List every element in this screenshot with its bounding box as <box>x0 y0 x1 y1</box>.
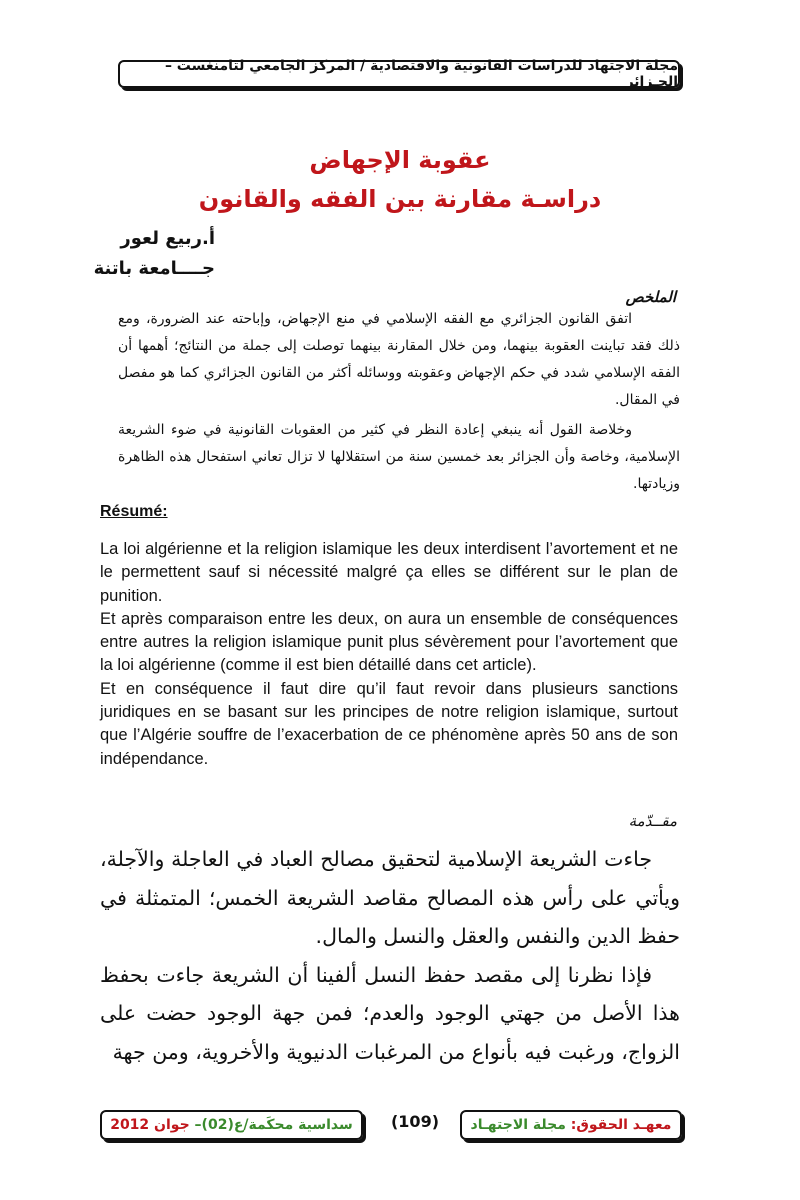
introduction-label: مقــدّمة <box>628 812 677 830</box>
arabic-abstract-p2 <box>118 417 680 498</box>
arabic-abstract-text-1: اتفق القانون الجزائري مع الفقه الإسلامي في منع الإجهاض، وإباحته عند الضرورة، ومع ذلك فقد تباينت العقوبة بينهما، ومن خلال المقارنة بينهما توصلت إلى جملة من النتائج؛ أهمها أن الفقه الإسلامي شدد في حكم الإجهاض وعقوبته ووسائله أكثر من القانون الجزائري كما هو مفصل في المقال. <box>118 311 680 408</box>
journal-header <box>118 60 680 88</box>
footer-journal-red: معهـد الحقوق: <box>570 1117 672 1133</box>
resume-paragraph-1: La loi algérienne et la religion islamique les deux interdisent l’avortement et ne le permettent sauf si nécessité malgré ça elles se différent sur le plan de punition. <box>100 540 678 605</box>
resume-paragraph-3: Et en conséquence il faut dire qu’il faut revoir dans plusieurs sanctions juridiques en se basant sur les principes de notre religion islamique, surtout que l’Algérie souffre de l’exacerbation de ce phénomène après 50 ans de son indépendance. <box>100 679 678 768</box>
page-number: (109) <box>390 1112 440 1131</box>
arabic-abstract-text-2: وخلاصة القول أنه ينبغي إعادة النظر في كثير من العقوبات القانونية في ضوء الشريعة الإسلامية، وخاصة وأن الجزائر بعد خمسين سنة من استقلالها لا تزال تعاني استفحال هذه الظاهرة وزيادتها. <box>118 422 680 492</box>
resume-paragraph-2: Et après comparaison entre les deux, on aura un ensemble de conséquences entre autres la religion islamique punit plus sévèrement pour l’avortement que la loi algérienne (comme il est bien détaillé dans cet article). <box>100 609 678 675</box>
footer-journal-box <box>460 1110 682 1140</box>
footer-issue-box <box>100 1110 363 1140</box>
author-name: أ.ربيع لعور <box>120 228 215 249</box>
resume-label: Résumé: <box>100 503 168 520</box>
footer-journal-green: مجلة الاجتهـاد <box>470 1117 566 1133</box>
journal-header-text: مجلة الاجتهاد للدراسات القانونية والاقتصادية / المركز الجامعي لتامنغست – الجـزائر <box>164 58 678 90</box>
abstract-label: الملخص <box>625 288 676 306</box>
author-university: جــــامعة باتنة <box>93 258 215 279</box>
article-title: عقوبة الإجهاض <box>309 146 491 174</box>
introduction-body <box>100 840 680 1071</box>
introduction-paragraph-2: فإذا نظرنا إلى مقصد حفظ النسل ألفينا أن الشريعة جاءت بحفظ هذا الأصل من جهتي الوجود والعدم؛ فمن جهة الوجود حضت على الزواج، ورغبت فيه بأنواع من المرغبات الدنيوية والأخروية، ومن جهة <box>100 962 680 1064</box>
french-resume <box>100 538 678 771</box>
footer-issue-red: جوان 2012 <box>110 1117 190 1133</box>
footer-issue-green: سداسية محكَمة/ع(02)– <box>194 1117 353 1133</box>
introduction-paragraph-1: جاءت الشريعة الإسلامية لتحقيق مصالح العباد في العاجلة والآجلة، ويأتي على رأس هذه المصالح مقاصد الشريعة الخمس؛ المتمثلة في حفظ الدين والنفس والعقل والنسل والمال. <box>100 847 680 948</box>
article-subtitle: دراسـة مقارنة بين الفقه والقانون <box>198 185 602 213</box>
arabic-abstract-p1 <box>118 306 680 414</box>
